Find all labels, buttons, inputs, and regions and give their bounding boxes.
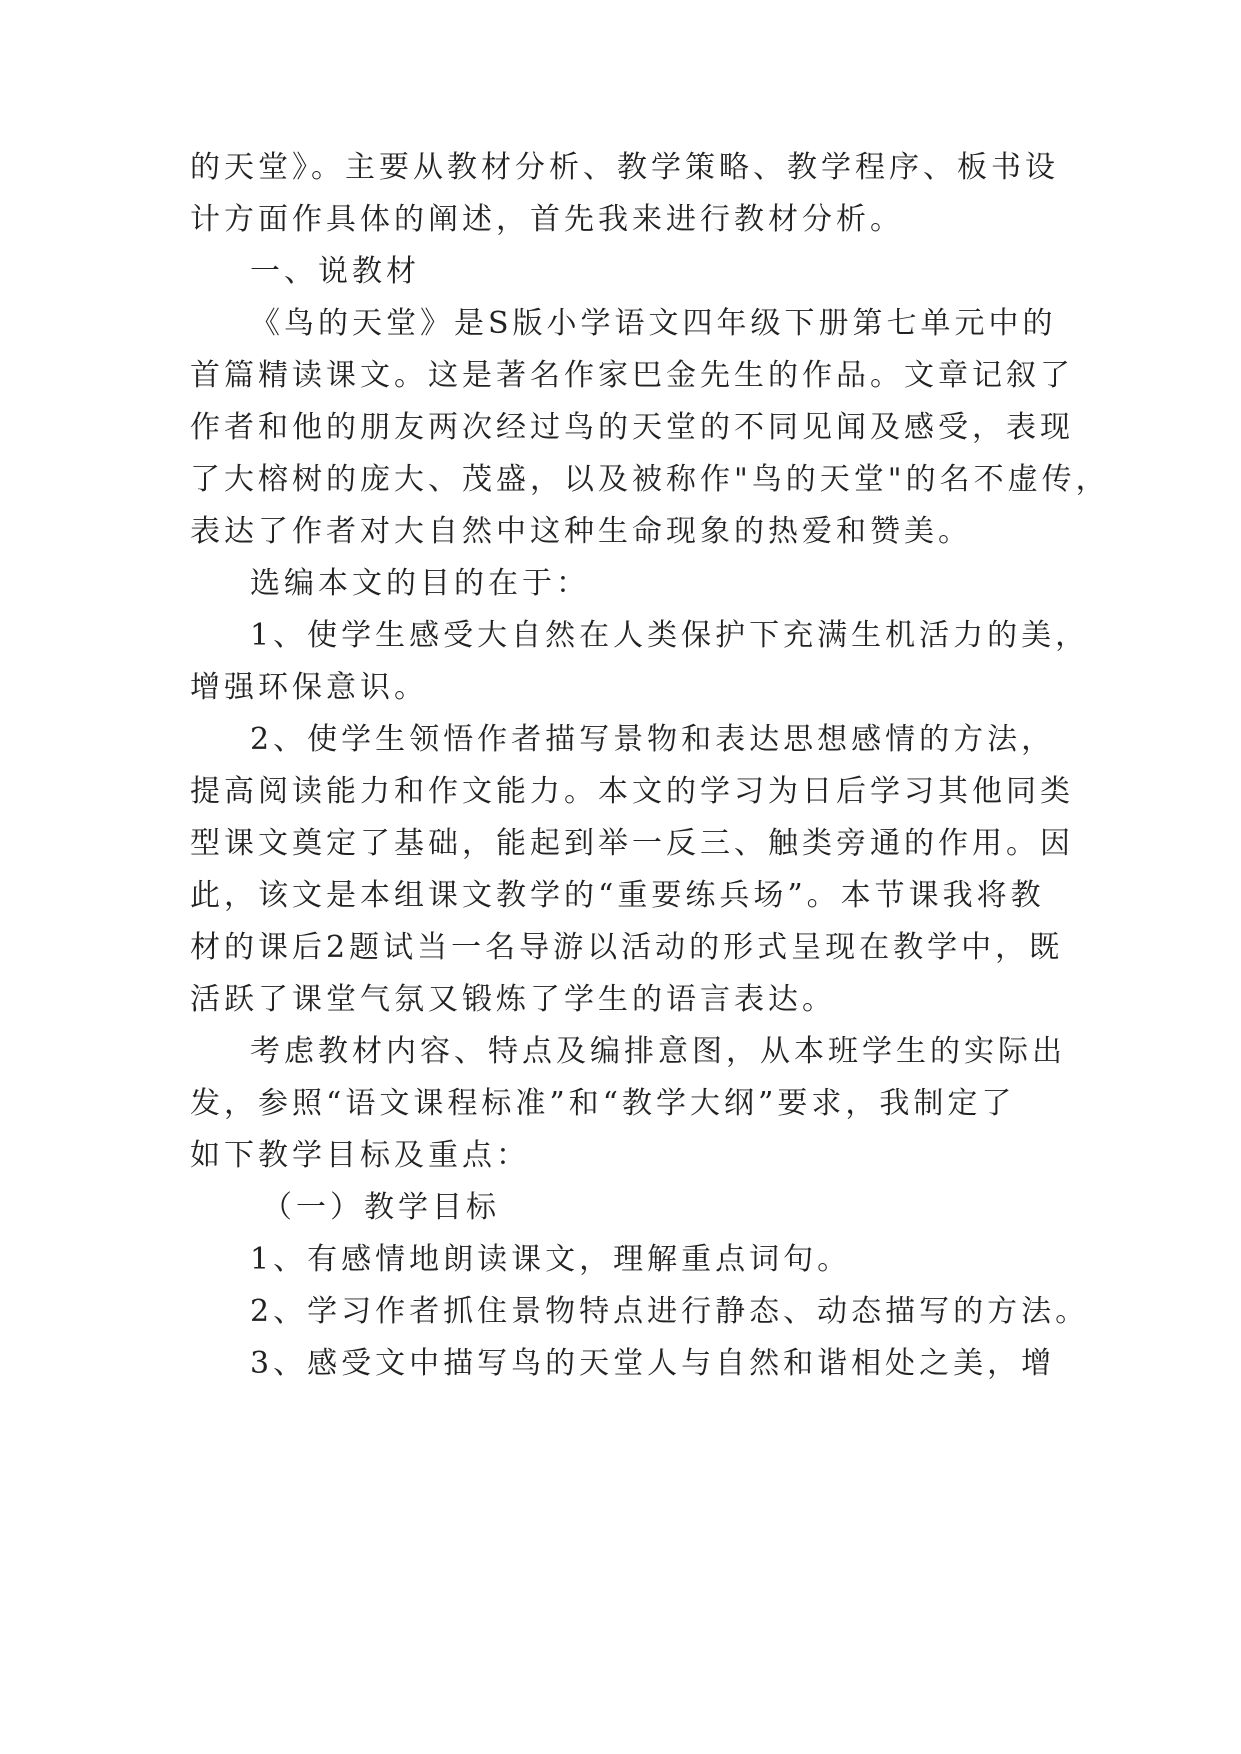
text-line: 如下教学目标及重点： bbox=[190, 1138, 530, 1173]
list-item: 3、感受文中描写鸟的天堂人与自然和谐相处之美，增 bbox=[250, 1346, 1056, 1381]
section-heading: 一、说教材 bbox=[250, 254, 420, 289]
subsection-heading: （一）教学目标 bbox=[262, 1190, 500, 1225]
text-line: 型课文奠定了基础，能起到举一反三、触类旁通的作用。因 bbox=[190, 826, 1074, 861]
text-line: 首篇精读课文。这是著名作家巴金先生的作品。文章记叙了 bbox=[190, 358, 1074, 393]
text-line: 《鸟的天堂》是S版小学语文四年级下册第七单元中的 bbox=[250, 306, 1057, 341]
list-item: 2、使学生领悟作者描写景物和表达思想感情的方法， bbox=[250, 722, 1056, 757]
text-line: 了大榕树的庞大、茂盛，以及被称作"鸟的天堂"的名不虚传， bbox=[190, 462, 1110, 497]
text-line: 选编本文的目的在于： bbox=[250, 566, 590, 601]
text-line: 此，该文是本组课文教学的“重要练兵场”。本节课我将教 bbox=[190, 878, 1045, 913]
text-line: 增强环保意识。 bbox=[190, 670, 428, 705]
text-line: 计方面作具体的阐述，首先我来进行教材分析。 bbox=[190, 202, 904, 237]
text-line: 作者和他的朋友两次经过鸟的天堂的不同见闻及感受，表现 bbox=[190, 410, 1074, 445]
list-item: 1、使学生感受大自然在人类保护下充满生机活力的美， bbox=[250, 618, 1090, 653]
text-line: 表达了作者对大自然中这种生命现象的热爱和赞美。 bbox=[190, 514, 972, 549]
text-line: 活跃了课堂气氛又锻炼了学生的语言表达。 bbox=[190, 982, 836, 1017]
list-item: 1、有感情地朗读课文，理解重点词句。 bbox=[250, 1242, 852, 1277]
text-line: 提高阅读能力和作文能力。本文的学习为日后学习其他同类 bbox=[190, 774, 1074, 809]
list-item: 2、学习作者抓住景物特点进行静态、动态描写的方法。 bbox=[250, 1294, 1090, 1329]
text-line: 考虑教材内容、特点及编排意图，从本班学生的实际出 bbox=[250, 1034, 1066, 1069]
text-line: 发，参照“语文课程标准”和“教学大纲”要求，我制定了 bbox=[190, 1086, 1016, 1121]
text-line: 材的课后2题试当一名导游以活动的形式呈现在教学中，既 bbox=[190, 930, 1064, 965]
text-line: 的天堂》。主要从教材分析、教学策略、教学程序、板书设 bbox=[190, 150, 1059, 185]
